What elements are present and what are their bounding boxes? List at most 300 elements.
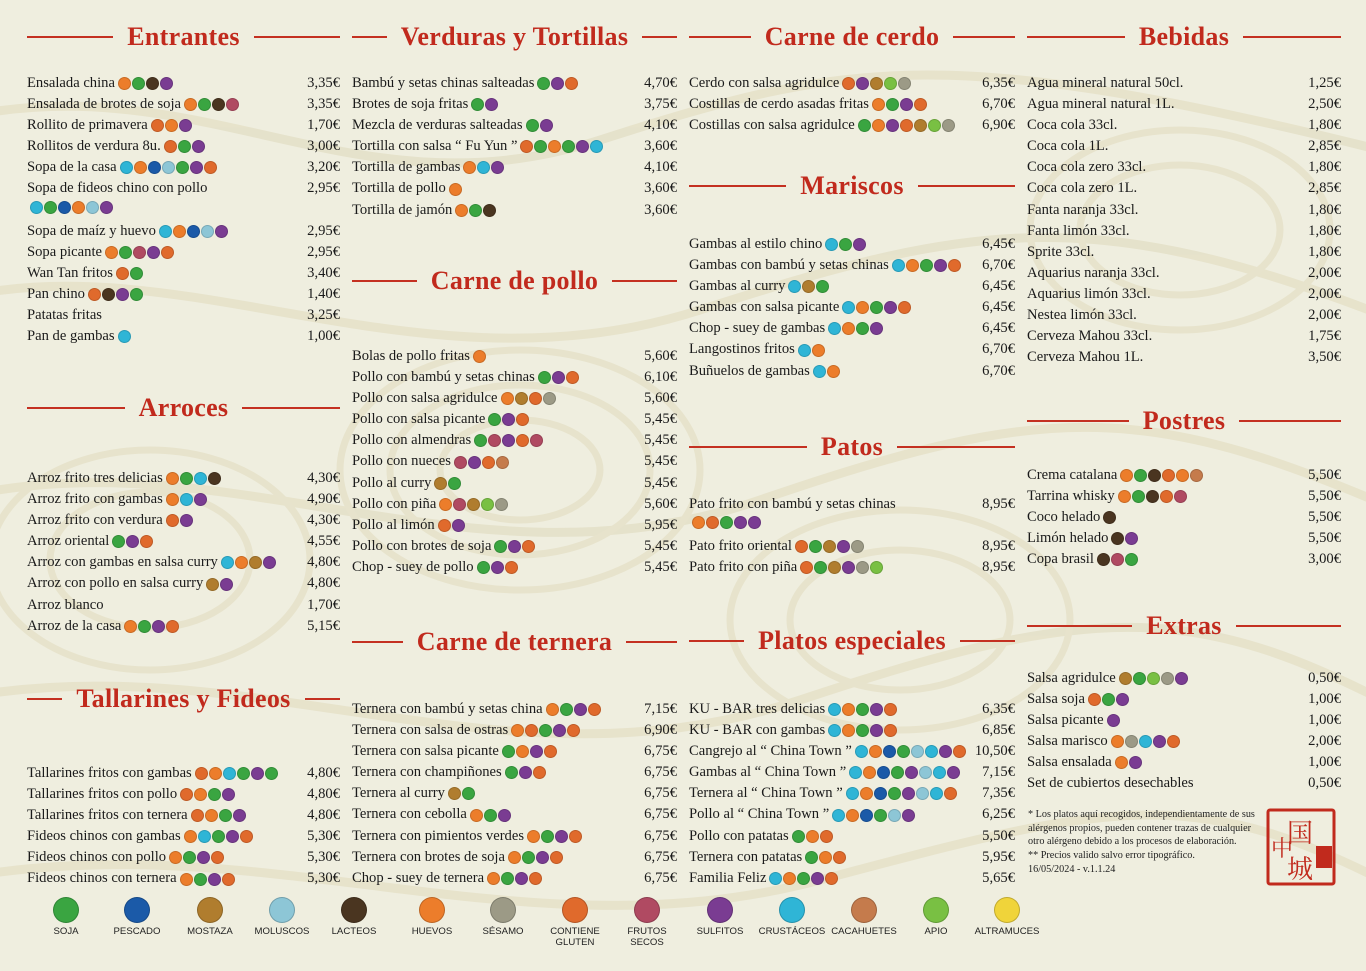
gluten-allergen-icon bbox=[166, 620, 179, 633]
menu-item bbox=[1027, 178, 1341, 199]
menu-item-price: 7,35€ bbox=[982, 785, 1015, 802]
sulfitos-allergen-icon bbox=[208, 873, 221, 886]
menu-item-price: 1,00€ bbox=[1308, 691, 1341, 708]
allergen-icons bbox=[438, 498, 508, 511]
menu-item-name: Sopa de maíz y huevo bbox=[27, 222, 156, 239]
moluscos-allergen-icon bbox=[888, 809, 901, 822]
soja-allergen-icon bbox=[816, 280, 829, 293]
frutos-allergen-icon bbox=[133, 246, 146, 259]
allergen-icons bbox=[501, 745, 557, 758]
menu-item bbox=[27, 552, 340, 573]
menu-item bbox=[689, 804, 1015, 825]
soja-allergen-icon bbox=[462, 787, 475, 800]
menu-item-price: 4,55€ bbox=[307, 533, 340, 550]
gluten-allergen-icon bbox=[161, 246, 174, 259]
sulfitos-allergen-icon bbox=[870, 703, 883, 716]
sulfitos-allergen-icon bbox=[552, 371, 565, 384]
allergen-icons bbox=[433, 477, 461, 490]
menu-item-price: 5,50€ bbox=[1308, 530, 1341, 547]
menu-item-price: 2,00€ bbox=[1308, 264, 1341, 281]
menu-item-price: 6,70€ bbox=[982, 341, 1015, 358]
soja-allergen-icon bbox=[792, 830, 805, 843]
cacahuetes-allergen-icon bbox=[496, 456, 509, 469]
menu-item-name: Pollo con piña bbox=[352, 495, 437, 512]
huevos-allergen-icon bbox=[205, 809, 218, 822]
section-items-bebidas bbox=[1027, 73, 1341, 368]
menu-item bbox=[689, 826, 1015, 847]
sesamo-allergen-icon bbox=[1125, 735, 1138, 748]
menu-item-name-wrap bbox=[352, 804, 511, 825]
menu-item-price: 2,85€ bbox=[1308, 138, 1341, 155]
menu-item-name: Ternera con brotes de soja bbox=[352, 848, 505, 865]
menu-item-allergen-line bbox=[689, 515, 1015, 536]
soja-allergen-icon bbox=[484, 809, 497, 822]
menu-item-price: 2,95€ bbox=[307, 222, 340, 239]
menu-item bbox=[689, 783, 1015, 804]
menu-item-name-wrap bbox=[689, 255, 961, 276]
menu-item-name: Ternera con champiñones bbox=[352, 764, 502, 781]
allergen-icons bbox=[545, 703, 601, 716]
sulfitos-allergen-icon bbox=[100, 201, 113, 214]
menu-item-name: Fideos chinos con ternera bbox=[27, 870, 177, 887]
menu-item-name: Pan de gambas bbox=[27, 328, 115, 345]
menu-item-name-wrap bbox=[1027, 465, 1203, 486]
menu-item-name-wrap bbox=[689, 115, 955, 136]
sesamo-allergen-icon bbox=[1161, 672, 1174, 685]
menu-item bbox=[689, 318, 1015, 339]
crustaceos-allergen-icon bbox=[925, 745, 938, 758]
allergen-icons bbox=[453, 456, 509, 469]
gluten-allergen-icon bbox=[944, 787, 957, 800]
allergen-icons bbox=[29, 201, 113, 214]
menu-item-price: 1,25€ bbox=[1308, 75, 1341, 91]
crustaceos-allergen-icon bbox=[855, 745, 868, 758]
menu-item-name-wrap bbox=[352, 536, 535, 557]
gluten-allergen-icon bbox=[565, 77, 578, 90]
soja-allergen-icon bbox=[560, 703, 573, 716]
menu-item-name-wrap bbox=[352, 200, 496, 221]
menu-item-name: Arroz frito con gambas bbox=[27, 491, 163, 508]
menu-item bbox=[27, 805, 340, 826]
menu-item-name: Salsa picante bbox=[1027, 712, 1104, 729]
menu-item-name: Pollo al limón bbox=[352, 516, 435, 533]
gluten-allergen-icon bbox=[195, 767, 208, 780]
header-rule-right bbox=[960, 640, 1015, 642]
gluten-allergen-icon bbox=[833, 851, 846, 864]
menu-item bbox=[27, 136, 340, 157]
mostaza-allergen-icon bbox=[1119, 672, 1132, 685]
menu-item-name: Langostinos fritos bbox=[689, 341, 795, 358]
sulfitos-allergen-icon bbox=[215, 225, 228, 238]
menu-item-name-wrap bbox=[1027, 507, 1116, 528]
huevos-allergen-icon bbox=[1118, 490, 1131, 503]
menu-item bbox=[352, 367, 677, 388]
apio-allergen-icon bbox=[884, 77, 897, 90]
menu-item bbox=[1027, 689, 1341, 710]
menu-item-name-wrap bbox=[352, 783, 475, 804]
allergen-icons bbox=[507, 851, 563, 864]
menu-item bbox=[352, 515, 677, 536]
menu-item bbox=[689, 847, 1015, 868]
menu-item-name-wrap bbox=[27, 510, 193, 531]
moluscos-allergen-icon bbox=[919, 766, 932, 779]
frutos-allergen-icon bbox=[530, 434, 543, 447]
huevos-allergen-icon bbox=[173, 225, 186, 238]
menu-item-name: Limón helado bbox=[1027, 530, 1109, 547]
footnote-disclaimer: * Los platos aquí recogidos, independientamente de sus alérgenos propios, pueden contener trazas de cualquier otro alérgeno debido a los procesos de elaboración. bbox=[1028, 809, 1255, 848]
menu-item-price: 5,60€ bbox=[644, 348, 677, 364]
allergen-icons bbox=[831, 809, 915, 822]
allergen-icons bbox=[158, 225, 228, 238]
sulfitos-allergen-icon bbox=[748, 516, 761, 529]
huevos-allergen-icon bbox=[118, 77, 131, 90]
menu-item bbox=[27, 763, 340, 784]
huevos-allergen-icon bbox=[166, 493, 179, 506]
crustaceos-allergen-icon bbox=[223, 767, 236, 780]
huevos-allergen-icon bbox=[1111, 735, 1124, 748]
allergen-icons bbox=[183, 830, 253, 843]
menu-item-price: 4,10€ bbox=[644, 159, 677, 176]
crustaceos-allergen-icon bbox=[825, 238, 838, 251]
menu-item bbox=[352, 804, 677, 825]
allergen-icons bbox=[476, 561, 518, 574]
header-rule-left bbox=[27, 698, 62, 700]
sulfitos-allergen-icon bbox=[502, 434, 515, 447]
section-title: Carne de ternera bbox=[416, 627, 613, 656]
sulfitos-allergen-icon bbox=[233, 809, 246, 822]
allergen-icons bbox=[1102, 511, 1116, 524]
menu-item-name: Ternera con pimientos verdes bbox=[352, 827, 525, 844]
menu-item-name: Tallarines fritos con pollo bbox=[27, 786, 178, 803]
menu-item-name: Sprite 33cl. bbox=[1027, 243, 1095, 260]
section-title: Carne de pollo bbox=[430, 266, 599, 295]
legend-label: FRUTOS SECOS bbox=[627, 926, 667, 948]
menu-item-name: Tortilla de gambas bbox=[352, 159, 461, 176]
menu-item-name-wrap bbox=[352, 847, 563, 868]
allergen-icons bbox=[504, 766, 546, 779]
menu-item-price: 5,45€ bbox=[644, 558, 677, 575]
soja-allergen-icon bbox=[44, 201, 57, 214]
soja-allergen-icon bbox=[265, 767, 278, 780]
crustaceos-allergen-icon bbox=[118, 330, 131, 343]
crustaceos-allergen-icon bbox=[769, 872, 782, 885]
sulfitos-allergen-icon bbox=[530, 745, 543, 758]
menu-item-price: 6,75€ bbox=[644, 848, 677, 865]
allergen-icons bbox=[473, 434, 543, 447]
frutos-allergen-icon bbox=[453, 498, 466, 511]
soja-allergen-icon bbox=[897, 745, 910, 758]
pescado-allergen-icon bbox=[874, 787, 887, 800]
gluten-allergen-icon bbox=[529, 392, 542, 405]
menu-item-price: 6,75€ bbox=[644, 764, 677, 781]
soja-allergen-icon bbox=[856, 703, 869, 716]
sulfitos-allergen-icon bbox=[900, 98, 913, 111]
frutos-allergen-icon bbox=[226, 98, 239, 111]
menu-item-price: 2,00€ bbox=[1308, 307, 1341, 324]
allergen-icons bbox=[891, 259, 961, 272]
section-items-postres bbox=[1027, 465, 1341, 570]
mostaza-allergen-icon bbox=[448, 787, 461, 800]
menu-item bbox=[1027, 242, 1341, 263]
soja-allergen-icon bbox=[130, 288, 143, 301]
menu-item-name-wrap bbox=[689, 234, 866, 255]
allergen-icons bbox=[179, 873, 235, 886]
menu-item bbox=[27, 284, 340, 305]
huevos-allergen-icon bbox=[842, 703, 855, 716]
menu-item-name: Pollo con nueces bbox=[352, 453, 451, 470]
section-header-carne-de-pollo bbox=[352, 261, 677, 301]
menu-item-price: 10,50€ bbox=[974, 743, 1015, 760]
allergen-icons bbox=[525, 119, 553, 132]
section-title: Platos especiales bbox=[758, 626, 946, 655]
menu-item-price: 7,15€ bbox=[644, 701, 677, 717]
menu-item-price: 5,15€ bbox=[307, 617, 340, 634]
sesamo-allergen-icon bbox=[851, 540, 864, 553]
allergen-icons bbox=[163, 140, 205, 153]
menu-item-name: Costillas con salsa agridulce bbox=[689, 117, 855, 134]
menu-item-name-wrap bbox=[689, 868, 838, 889]
menu-item-price: 4,80€ bbox=[307, 554, 340, 571]
menu-item-name: Crema catalana bbox=[1027, 467, 1118, 483]
section-items-tallarines-y-fideos bbox=[27, 763, 340, 890]
menu-item bbox=[352, 720, 677, 741]
menu-item-name-wrap bbox=[352, 557, 518, 578]
sulfitos-allergen-icon bbox=[734, 516, 747, 529]
menu-item-price: 3,60€ bbox=[644, 138, 677, 155]
menu-item-name: Ternera con salsa picante bbox=[352, 743, 499, 760]
menu-item-price: 6,75€ bbox=[644, 806, 677, 823]
menu-item bbox=[27, 73, 340, 94]
menu-item-price: 6,10€ bbox=[644, 369, 677, 386]
gluten-allergen-icon bbox=[222, 873, 235, 886]
sulfitos-allergen-icon bbox=[939, 745, 952, 758]
menu-item-price: 5,30€ bbox=[307, 828, 340, 845]
menu-item-price: 2,50€ bbox=[1308, 96, 1341, 113]
allergen-icons bbox=[812, 365, 840, 378]
crustaceos-allergen-icon bbox=[832, 809, 845, 822]
legend-label: LACTEOS bbox=[331, 926, 377, 937]
soja-allergen-icon bbox=[1134, 469, 1147, 482]
menu-item-name-wrap bbox=[27, 305, 102, 326]
allergen-icons bbox=[1110, 532, 1138, 545]
menu-item-name: Brotes de soja fritas bbox=[352, 96, 469, 113]
sulfitos-allergen-icon bbox=[160, 77, 173, 90]
crustaceos-allergen-icon bbox=[221, 556, 234, 569]
sulfitos-allergen-icon bbox=[811, 872, 824, 885]
sulfitos-allergen-icon bbox=[180, 514, 193, 527]
menu-item-name: Pollo con patatas bbox=[689, 827, 789, 844]
sulfitos-allergen-icon bbox=[147, 246, 160, 259]
menu-item-name-wrap bbox=[352, 699, 601, 720]
sulfitos-allergen-icon bbox=[576, 140, 589, 153]
menu-item bbox=[1027, 221, 1341, 242]
menu-item-name-wrap bbox=[1027, 263, 1160, 284]
huevos-allergen-icon bbox=[863, 766, 876, 779]
gluten-allergen-icon bbox=[569, 830, 582, 843]
legend-label: ALTRAMUCES bbox=[974, 926, 1040, 937]
menu-item-name-wrap bbox=[27, 178, 207, 199]
soja-allergen-icon bbox=[176, 161, 189, 174]
header-rule-left bbox=[352, 36, 387, 38]
sulfitos-allergen-icon bbox=[502, 413, 515, 426]
menu-item bbox=[352, 136, 677, 157]
menu-item bbox=[352, 451, 677, 472]
menu-item bbox=[352, 388, 677, 409]
section-header-postres bbox=[1027, 401, 1341, 441]
gluten-allergen-icon bbox=[914, 98, 927, 111]
allergen-icons bbox=[804, 851, 846, 864]
menu-item-name: Ensalada de brotes de soja bbox=[27, 96, 181, 113]
lacteos-allergen-icon bbox=[1148, 469, 1161, 482]
allergen-icons bbox=[768, 872, 838, 885]
menu-item-name-wrap bbox=[352, 741, 557, 762]
menu-item bbox=[1027, 549, 1341, 570]
gluten-allergen-icon bbox=[438, 519, 451, 532]
allergen-icons bbox=[510, 724, 580, 737]
menu-item-price: 2,95€ bbox=[307, 243, 340, 260]
frutos-allergen-icon bbox=[1174, 490, 1187, 503]
header-rule-left bbox=[689, 36, 751, 38]
menu-item bbox=[352, 868, 677, 889]
menu-item-name: Tortilla de jamón bbox=[352, 201, 453, 218]
huevos-allergen-icon bbox=[180, 873, 193, 886]
sulfitos-allergen-icon bbox=[498, 809, 511, 822]
mostaza-allergen-icon bbox=[434, 477, 447, 490]
soja-allergen-icon bbox=[874, 809, 887, 822]
menu-item-name-wrap bbox=[27, 221, 228, 242]
sulfitos-allergen-icon bbox=[220, 578, 233, 591]
gluten-allergen-icon bbox=[516, 434, 529, 447]
menu-item-name: Pato frito oriental bbox=[689, 538, 792, 555]
mostaza-allergen-icon bbox=[870, 77, 883, 90]
soja-allergen-icon bbox=[194, 873, 207, 886]
footnote-date-version: 16/05/2024 - v.1.1.24 bbox=[1028, 863, 1116, 875]
menu-item-price: 6,45€ bbox=[982, 299, 1015, 316]
cacahuetes-allergen-icon bbox=[1190, 469, 1203, 482]
crustaceos-allergen-icon bbox=[846, 787, 859, 800]
legend-label: MOSTAZA bbox=[187, 926, 233, 937]
huevos-allergen-icon bbox=[470, 809, 483, 822]
menu-item bbox=[1027, 94, 1341, 115]
huevos-allergen-icon bbox=[511, 724, 524, 737]
soja-allergen-icon bbox=[891, 766, 904, 779]
menu-item-price: 5,45€ bbox=[644, 432, 677, 449]
sulfitos-allergen-icon bbox=[870, 724, 883, 737]
section-header-extras bbox=[1027, 606, 1341, 646]
menu-item-name: Coca cola zero 33cl. bbox=[1027, 159, 1147, 176]
menu-item-name-wrap bbox=[27, 468, 221, 489]
menu-item-name: Tallarines fritos con ternera bbox=[27, 807, 188, 824]
menu-item-name: Ternera con bambú y setas china bbox=[352, 701, 543, 717]
menu-item-name-wrap bbox=[1027, 178, 1137, 199]
menu-item-name: Ensalada china bbox=[27, 75, 115, 91]
gluten-allergen-icon bbox=[166, 514, 179, 527]
menu-item-name: Pato frito con bambú y setas chinas bbox=[689, 496, 896, 512]
menu-item-name-wrap bbox=[1027, 115, 1117, 136]
menu-item-price: 5,45€ bbox=[644, 453, 677, 470]
huevos-allergen-icon bbox=[105, 246, 118, 259]
menu-item-price: 3,35€ bbox=[307, 75, 340, 91]
huevos-allergen-icon bbox=[487, 872, 500, 885]
soja-allergen-icon bbox=[839, 238, 852, 251]
menu-item-name-wrap bbox=[689, 826, 833, 847]
soja-allergen-icon bbox=[870, 301, 883, 314]
allergen-icons bbox=[119, 161, 217, 174]
menu-item-price: 8,95€ bbox=[982, 559, 1015, 576]
legend-label: HUEVOS bbox=[411, 926, 453, 937]
menu-item bbox=[352, 157, 677, 178]
huevos-allergen-icon bbox=[548, 140, 561, 153]
lacteos-allergen-icon bbox=[1146, 490, 1159, 503]
moluscos-allergen-icon bbox=[911, 745, 924, 758]
header-rule-right bbox=[953, 36, 1015, 38]
sulfitos-allergen-icon bbox=[1175, 672, 1188, 685]
allergen-icons bbox=[220, 556, 276, 569]
gluten-allergen-icon bbox=[88, 288, 101, 301]
menu-item-name-wrap bbox=[689, 741, 966, 762]
menu-item-price: 6,85€ bbox=[982, 722, 1015, 739]
sulfitos-allergen-icon bbox=[1129, 756, 1142, 769]
allergen-icons bbox=[787, 280, 829, 293]
menu-item-name: Gambas con salsa picante bbox=[689, 299, 840, 316]
huevos-allergen-icon bbox=[527, 830, 540, 843]
menu-item bbox=[27, 573, 340, 594]
sulfitos-allergen-icon bbox=[1125, 532, 1138, 545]
legend-label: APIO bbox=[924, 926, 948, 937]
soja-allergen-icon bbox=[534, 140, 547, 153]
menu-item-price: 6,75€ bbox=[644, 869, 677, 886]
huevos-allergen-icon bbox=[516, 745, 529, 758]
menu-item-name: Pollo al curry bbox=[352, 474, 432, 491]
menu-item-name: Cerveza Mahou 1L. bbox=[1027, 349, 1144, 366]
allergen-icons bbox=[536, 77, 578, 90]
gluten-allergen-icon bbox=[544, 745, 557, 758]
soja-allergen-icon bbox=[537, 77, 550, 90]
lacteos-allergen-icon bbox=[1111, 532, 1124, 545]
menu-item bbox=[689, 73, 1015, 94]
gluten-allergen-icon bbox=[1162, 469, 1175, 482]
section-header-bebidas bbox=[1027, 17, 1341, 57]
menu-item-name: Fanta limón 33cl. bbox=[1027, 222, 1130, 239]
huevos-allergen-icon bbox=[860, 787, 873, 800]
menu-item-name: Wan Tan fritos bbox=[27, 264, 113, 281]
allergen-icons bbox=[87, 288, 143, 301]
menu-item bbox=[352, 762, 677, 783]
menu-item-price: 6,70€ bbox=[982, 362, 1015, 379]
crustaceos-allergen-icon bbox=[930, 787, 943, 800]
mostaza-allergen-icon bbox=[802, 280, 815, 293]
menu-item-price: 4,30€ bbox=[307, 512, 340, 529]
menu-item-price: 5,45€ bbox=[644, 537, 677, 554]
svg-text:城: 城 bbox=[1286, 855, 1314, 885]
menu-item-name-wrap bbox=[689, 557, 883, 578]
header-rule-right bbox=[626, 641, 677, 643]
menu-item bbox=[1027, 157, 1341, 178]
apio-allergen-icon bbox=[481, 498, 494, 511]
gluten-allergen-icon bbox=[795, 540, 808, 553]
menu-item-price: 4,80€ bbox=[307, 765, 340, 781]
menu-item-price: 3,75€ bbox=[644, 96, 677, 113]
menu-item-name: Cangrejo al “ China Town ” bbox=[689, 743, 852, 760]
sulfitos-allergen-icon bbox=[116, 288, 129, 301]
apio-allergen-icon bbox=[870, 561, 883, 574]
allergen-icons bbox=[104, 246, 174, 259]
menu-item-name: Familia Feliz bbox=[689, 869, 767, 886]
soja-allergen-icon bbox=[138, 620, 151, 633]
menu-item bbox=[352, 826, 677, 847]
menu-item bbox=[1027, 731, 1341, 752]
moluscos-allergen-icon bbox=[162, 161, 175, 174]
